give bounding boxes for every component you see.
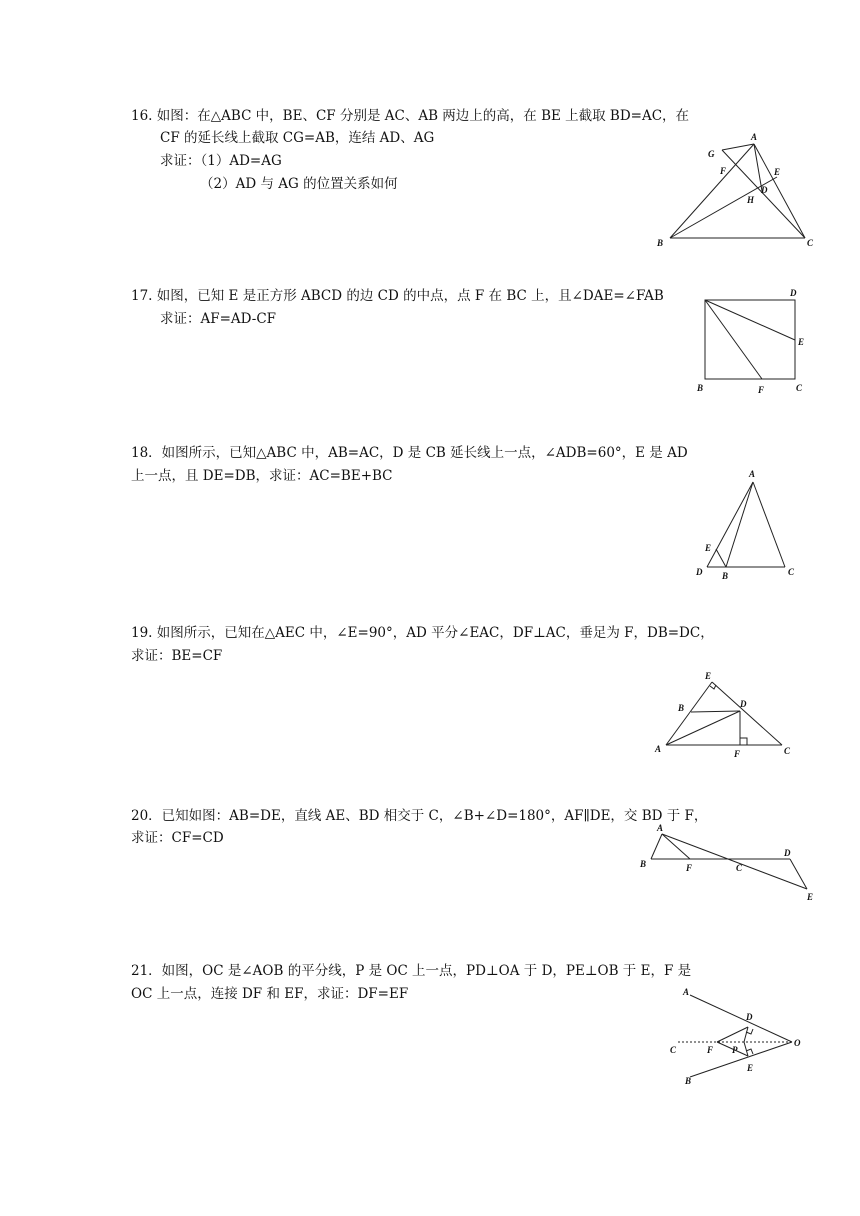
label-A: A [657, 823, 664, 833]
problem-18-line-2: 上一点，且 DE=DB，求证：AC=BE+BC [131, 468, 393, 484]
problem-18-line-1: 18．如图所示，已知△ABC 中，AB=AC，D 是 CB 延长线上一点，∠ADB=60°，E 是 AD [131, 445, 688, 461]
problem-18-figure [690, 465, 810, 585]
problem-21-figure [660, 985, 810, 1095]
label-H: H [747, 195, 755, 205]
problem-16-line-1: 16. 如图：在△ABC 中，BE、CF 分别是 AC、AB 两边上的高，在 BE 上截取 BD=AC，在 [131, 108, 690, 124]
label-B: B [657, 238, 664, 248]
problem-20-line-2: 求证：CF=CD [131, 830, 224, 846]
label-B: B [697, 383, 704, 393]
label-F: F [734, 749, 741, 759]
label-D: D [696, 567, 703, 577]
label-E: E [705, 543, 712, 553]
label-A: A [683, 987, 690, 997]
label-C: C [784, 746, 791, 756]
problem-21-line-2: OC 上一点，连接 DF 和 EF，求证：DF=EF [131, 986, 409, 1002]
label-G: G [708, 149, 715, 159]
problem-17-figure [690, 285, 815, 400]
label-E: E [798, 337, 805, 347]
problem-20-figure [635, 820, 820, 910]
problem-16-figure [650, 128, 825, 253]
problem-16-line-3: 求证：（1）AD=AG [160, 153, 282, 169]
problem-19-line-2: 求证：BE=CF [131, 648, 223, 664]
label-B: B [678, 703, 685, 713]
label-A: A [751, 132, 758, 142]
label-C: C [788, 567, 795, 577]
problem-21-line-1: 21．如图，OC 是∠AOB 的平分线，P 是 OC 上一点，PD⊥OA 于 D，PE⊥OB 于 E，F 是 [131, 963, 692, 979]
label-E: E [807, 892, 814, 902]
label-O: O [794, 1038, 801, 1048]
label-D: D [761, 185, 768, 195]
problem-16-line-4: （2）AD 与 AG 的位置关系如何 [200, 176, 398, 192]
problem-17-line-1: 17. 如图，已知 E 是正方形 ABCD 的边 CD 的中点，点 F 在 BC 上，且∠DAE=∠FAB [131, 288, 664, 304]
label-E: E [705, 671, 712, 681]
label-F: F [720, 166, 727, 176]
label-F: F [758, 385, 765, 395]
problem-19-line-1: 19. 如图所示，已知在△AEC 中，∠E=90°，AD 平分∠EAC，DF⊥AC，垂足为 F，DB=DC， [131, 625, 714, 641]
problem-20-line-1: 20．已知如图：AB=DE，直线 AE、BD 相交于 C，∠B+∠D=180°，AF∥DE，交 BD 于 F， [131, 808, 708, 824]
label-E: E [747, 1063, 754, 1073]
label-D: D [790, 288, 797, 298]
label-A: A [749, 469, 756, 479]
label-C: C [796, 383, 803, 393]
label-F: F [686, 863, 693, 873]
label-B: B [640, 859, 647, 869]
label-D: D [746, 1012, 753, 1022]
label-B: B [722, 571, 729, 581]
problem-17-line-2: 求证：AF=AD-CF [160, 311, 277, 327]
label-D: D [740, 699, 747, 709]
problem-16-line-2: CF 的延长线上截取 CG=AB，连结 AD、AG [160, 130, 435, 146]
label-B: B [685, 1076, 692, 1086]
label-C: C [670, 1045, 677, 1055]
label-E: E [774, 167, 781, 177]
problem-19-figure [650, 665, 800, 765]
label-D: D [784, 848, 791, 858]
label-C: C [736, 863, 743, 873]
label-P: P [732, 1045, 738, 1055]
label-A: A [655, 744, 662, 754]
label-C: C [807, 238, 814, 248]
label-F: F [707, 1045, 714, 1055]
